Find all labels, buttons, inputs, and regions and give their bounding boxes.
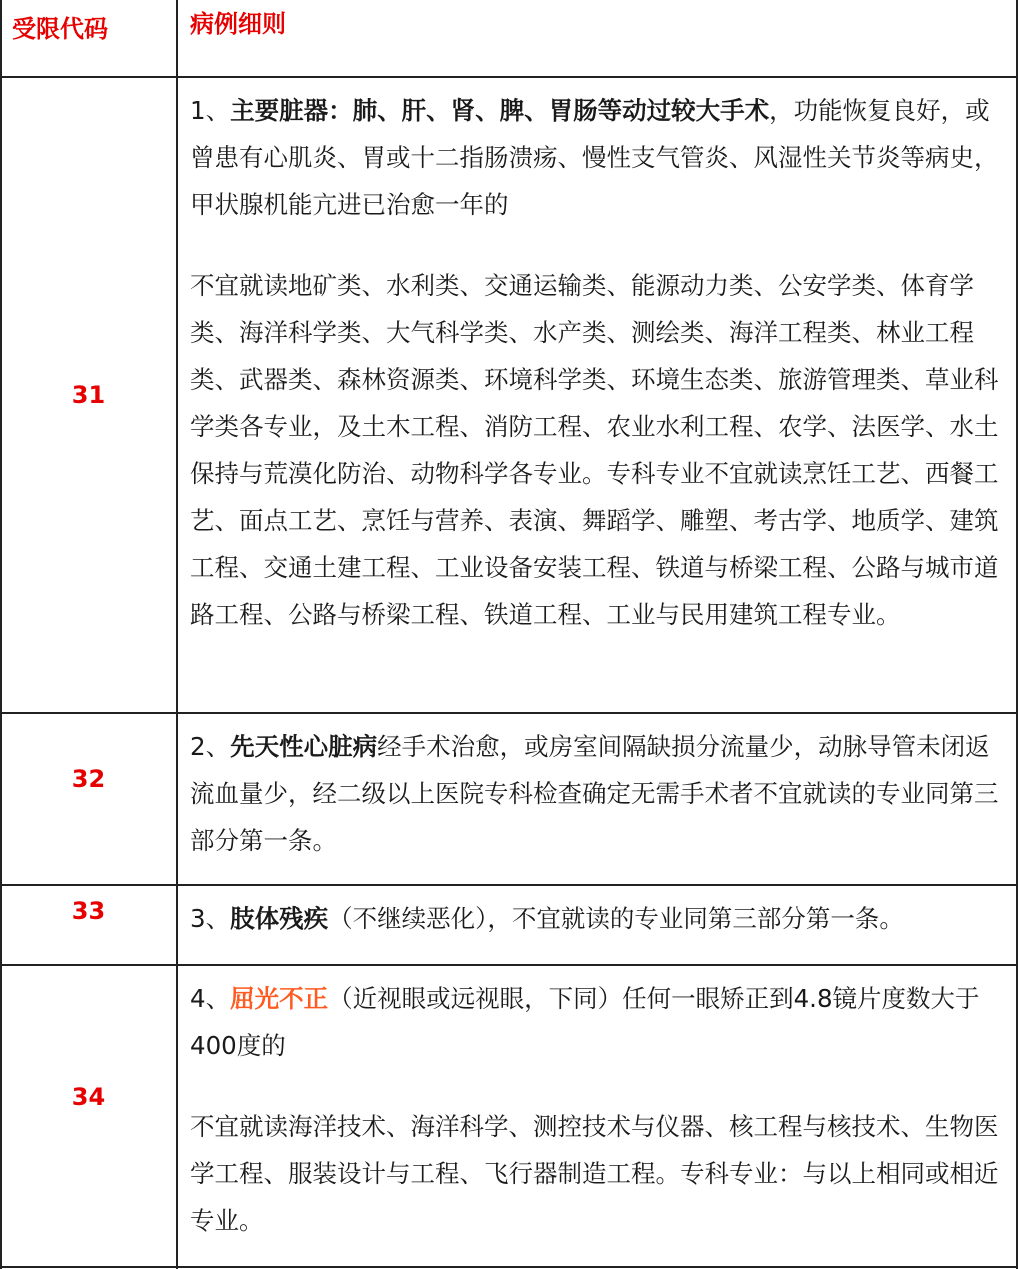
case-detail — [177, 885, 1018, 965]
row-divider — [0, 964, 1018, 966]
table-row — [0, 885, 1018, 965]
row-divider — [0, 76, 1018, 78]
restriction-code: 32 — [71, 765, 106, 793]
row-divider — [0, 1266, 1018, 1268]
table-row — [0, 713, 1018, 885]
restriction-code: 31 — [71, 381, 106, 409]
table-row — [0, 77, 1018, 713]
case-detail — [177, 965, 1018, 1269]
condition-highlight: 先天性心脏病 — [230, 732, 378, 761]
row-divider — [0, 712, 1018, 714]
restricted-majors-paragraph: 不宜就读地矿类、水利类、交通运输类、能源动力类、公安学类、体育学类、海洋科学类、大气科学类、水产类、测绘类、海洋工程类、林业工程类、武器类、森林资源类、环境科学类、环境生态类、旅游管理类、草业科学类各专业，及土木工程、消防工程、农业水利工程、农学、法医学、水土保持与荒漠化防治、动物科学各专业。专科专业不宜就读烹饪工艺、西餐工艺、面点工艺、烹饪与营养、表演、舞蹈学、雕塑、考古学、地质学、建筑工程、交通土建工程、工业设备安装工程、铁道与桥梁工程、公路与城市道路工程、公路与桥梁工程、铁道工程、工业与民用建筑工程专业。 — [190, 271, 999, 629]
case-detail — [177, 77, 1018, 713]
condition-highlight: 肢体残疾 — [230, 904, 329, 933]
restriction-code: 33 — [71, 897, 106, 925]
header-code-column: 受限代码 — [12, 15, 108, 43]
column-divider — [0, 0, 2, 1269]
condition-paragraph: 4、屈光不正（近视眼或远视眼，下同）任何一眼矫正到4.8镜片度数大于400度的 — [190, 984, 980, 1060]
restriction-code: 34 — [71, 1083, 106, 1111]
condition-highlight: 屈光不正 — [230, 984, 329, 1013]
condition-paragraph: 1、主要脏器：肺、肝、肾、脾、胃肠等动过较大手术，功能恢复良好，或曾患有心肌炎、胃或十二指肠溃疡、慢性支气管炎、风湿性关节炎等病史，甲状腺机能亢进已治愈一年的 — [190, 96, 999, 219]
column-divider — [176, 0, 178, 1269]
table-header-row — [0, 0, 1018, 77]
condition-paragraph: 2、先天性心脏病经手术治愈，或房室间隔缺损分流量少，动脉导管未闭返流血量少，经二级以上医院专科检查确定无需手术者不宜就读的专业同第三部分第一条。 — [190, 732, 999, 855]
table-row — [0, 965, 1018, 1269]
restricted-majors-paragraph: 不宜就读海洋技术、海洋科学、测控技术与仪器、核工程与核技术、生物医学工程、服装设计与工程、飞行器制造工程。专科专业：与以上相同或相近专业。 — [190, 1112, 999, 1235]
row-divider — [0, 884, 1018, 886]
condition-paragraph: 3、肢体残疾（不继续恶化），不宜就读的专业同第三部分第一条。 — [190, 904, 904, 933]
case-detail — [177, 713, 1018, 885]
header-detail-column: 病例细则 — [190, 10, 286, 38]
condition-highlight: 主要脏器：肺、肝、肾、脾、胃肠等动过较大手术 — [230, 96, 770, 125]
